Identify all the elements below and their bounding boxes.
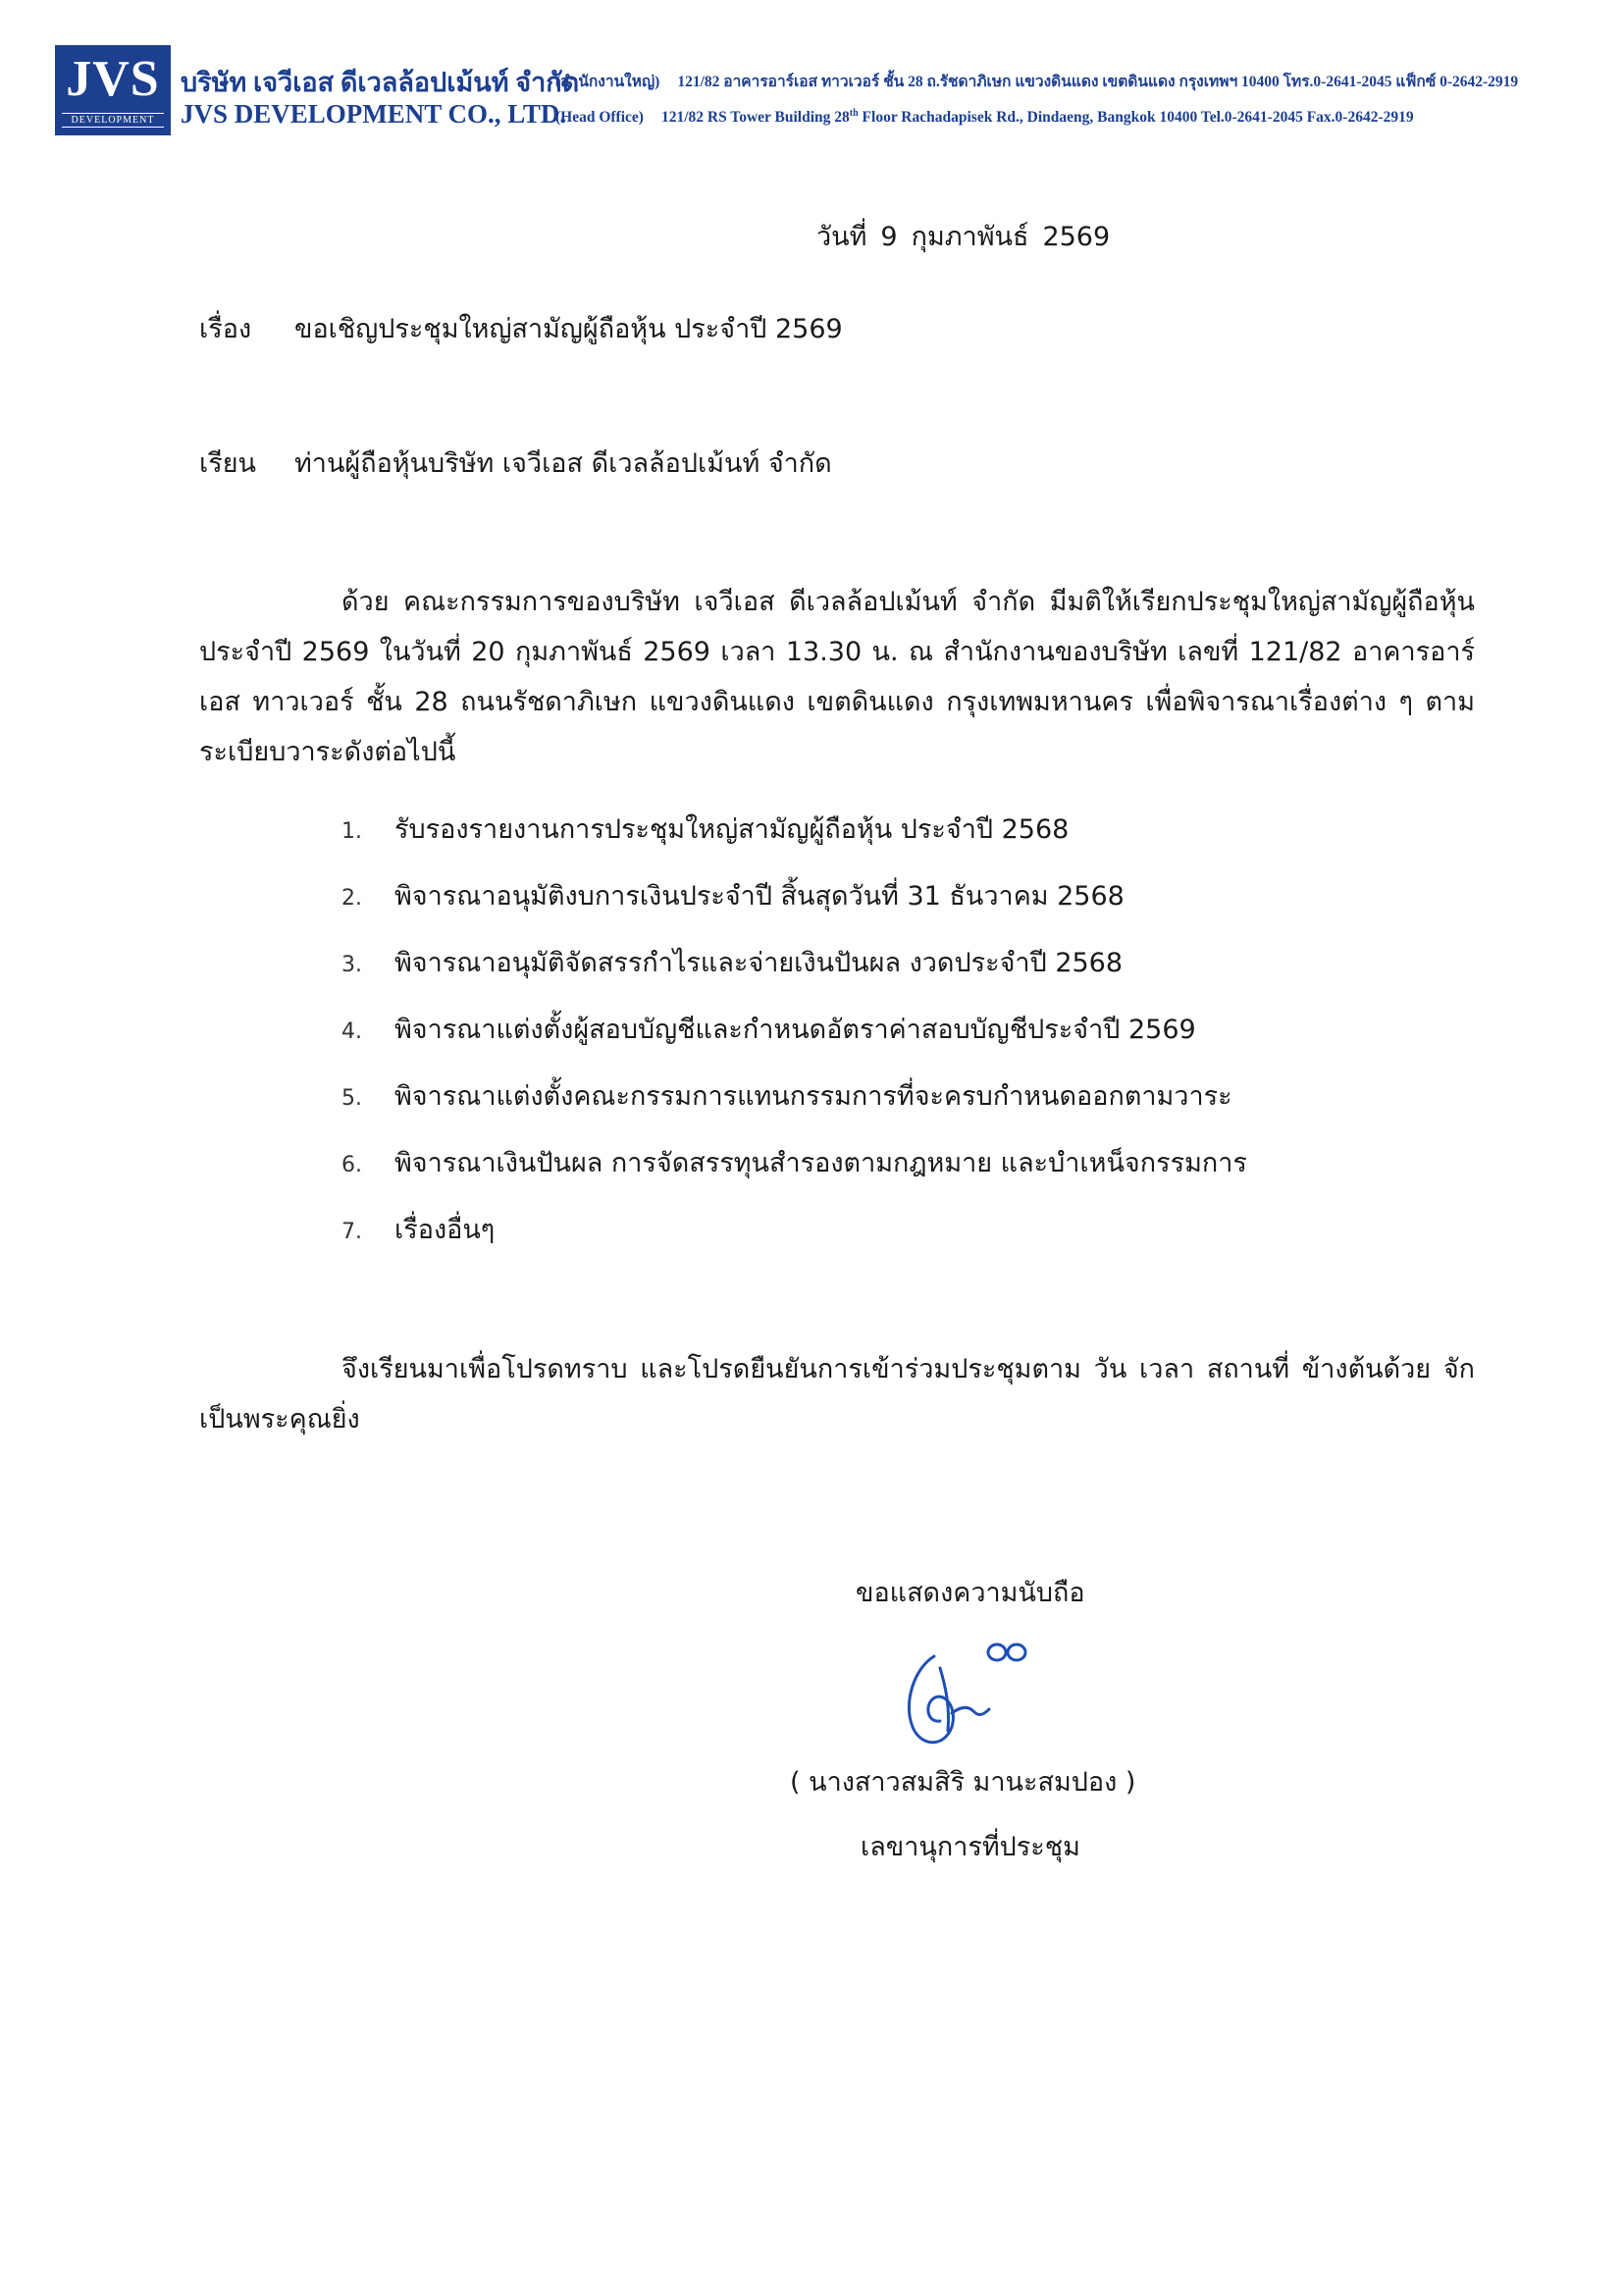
agenda-item-number: 2. [341, 886, 362, 911]
recipient-label: เรียน [199, 448, 257, 479]
date-day: 9 [880, 222, 898, 252]
logo-mark: JVS [66, 51, 160, 107]
agenda-item [341, 877, 1247, 944]
agenda-item [341, 810, 1247, 877]
date-label: วันที่ [816, 222, 867, 252]
intro-paragraph-text: ด้วย คณะกรรมการของบริษัท เจวีเอส ดีเวลล้อปเม้นท์ จำกัด มีมติให้เรียกประชุมใหญ่สามัญผู้ถือหุ้น ประจำปี 2569 ในวันที่ 20 กุมภาพันธ์ 2569 เวลา 13.30 น. ณ สำนักงานของบริษัท เลขที่ 121/82 อาคารอาร์เอส ทาวเวอร์ ชั้น 28 ถนนรัชดาภิเษก แขวงดินแดง เขตดินแดง กรุงเทพมหานคร เพื่อพิจารณาเรื่องต่าง ๆ ตามระเบียบวาระดังต่อไปนี้ [199, 587, 1475, 767]
head-office-address-english [555, 108, 1414, 127]
agenda-list [341, 810, 1247, 1278]
agenda-item-number: 4. [341, 1019, 362, 1044]
agenda-item-text: เรื่องอื่นๆ [394, 1215, 496, 1245]
agenda-item-number: 1. [341, 819, 362, 844]
agenda-item [341, 1077, 1247, 1144]
agenda-item [341, 944, 1247, 1011]
logo-subtext: DEVELOPMENT [62, 113, 164, 128]
agenda-item-number: 3. [341, 953, 362, 977]
head-office-address-english-pre: 121/82 RS Tower Building 28 [660, 109, 850, 127]
subject-label: เรื่อง [199, 314, 252, 344]
date-month: กุมภาพันธ์ [911, 222, 1029, 252]
agenda-item [341, 1011, 1247, 1077]
subject-text: ขอเชิญประชุมใหญ่สามัญผู้ถือหุ้น ประจำปี 2569 [294, 314, 843, 344]
agenda-item-number: 6. [341, 1153, 362, 1177]
recipient-text: ท่านผู้ถือหุ้นบริษัท เจวีเอส ดีเวลล้อปเม้นท์ จำกัด [294, 448, 832, 479]
signer-name: ( นางสาวสมสิริ มานะสมปอง ) [790, 1767, 1136, 1798]
company-name-thai: บริษัท เจวีเอส ดีเวลล้อปเม้นท์ จำกัด [181, 68, 580, 97]
closing-salutation: ขอแสดงความนับถือ [856, 1578, 1085, 1608]
head-office-address-english-post: Floor Rachadapisek Rd., Dindaeng, Bangkok 10400 Tel.0-2641-2045 Fax.0-2642-2919 [858, 109, 1414, 127]
company-name-english: JVS DEVELOPMENT CO., LTD. [181, 99, 567, 129]
agenda-item-text: พิจารณาอนุมัติจัดสรรกำไรและจ่ายเงินปันผล งวดประจำปี 2568 [394, 948, 1124, 978]
agenda-item-number: 7. [341, 1220, 362, 1244]
agenda-item [341, 1211, 1247, 1278]
agenda-item-text: พิจารณาอนุมัติงบการเงินประจำปี สิ้นสุดวันที่ 31 ธันวาคม 2568 [394, 881, 1125, 912]
agenda-item-number: 5. [341, 1086, 362, 1111]
agenda-item-text: พิจารณาเงินปันผล การจัดสรรทุนสำรองตามกฎหมาย และบำเหน็จกรรมการ [394, 1148, 1247, 1178]
head-office-label-english: (Head Office) [555, 109, 644, 127]
closing-paragraph-text: จึงเรียนมาเพื่อโปรดทราบ และโปรดยืนยันการเข้าร่วมประชุมตาม วัน เวลา สถานที่ ข้างต้นด้วย จักเป็นพระคุณยิ่ง [199, 1354, 1475, 1435]
date-year: 2569 [1042, 222, 1111, 252]
closing-paragraph [199, 1344, 1475, 1444]
signer-title: เลขานุการที่ประชุม [861, 1832, 1080, 1862]
company-logo [55, 45, 171, 135]
agenda-item-text: พิจารณาแต่งตั้งคณะกรรมการแทนกรรมการที่จะครบกำหนดออกตามวาระ [394, 1081, 1232, 1112]
agenda-item [341, 1144, 1247, 1211]
letter-date [816, 218, 1124, 257]
agenda-item-text: รับรองรายงานการประชุมใหญ่สามัญผู้ถือหุ้น ประจำปี 2568 [394, 814, 1070, 845]
floor-ordinal: th [849, 108, 859, 119]
head-office-address-thai [555, 69, 1518, 93]
handwritten-signature [895, 1629, 1042, 1766]
head-office-address-thai-text: 121/82 อาคารอาร์เอส ทาวเวอร์ ชั้น 28 ถ.รัชดาภิเษก แขวงดินแดง เขตดินแดง กรุงเทพฯ 10400 โทร.0-2641-2045 แฟ็กซ์ 0-2642-2919 [677, 74, 1519, 90]
head-office-label-thai: (สำนักงานใหญ่) [555, 74, 660, 90]
intro-paragraph [199, 577, 1475, 777]
agenda-item-text: พิจารณาแต่งตั้งผู้สอบบัญชีและกำหนดอัตราค่าสอบบัญชีประจำปี 2569 [394, 1015, 1196, 1045]
